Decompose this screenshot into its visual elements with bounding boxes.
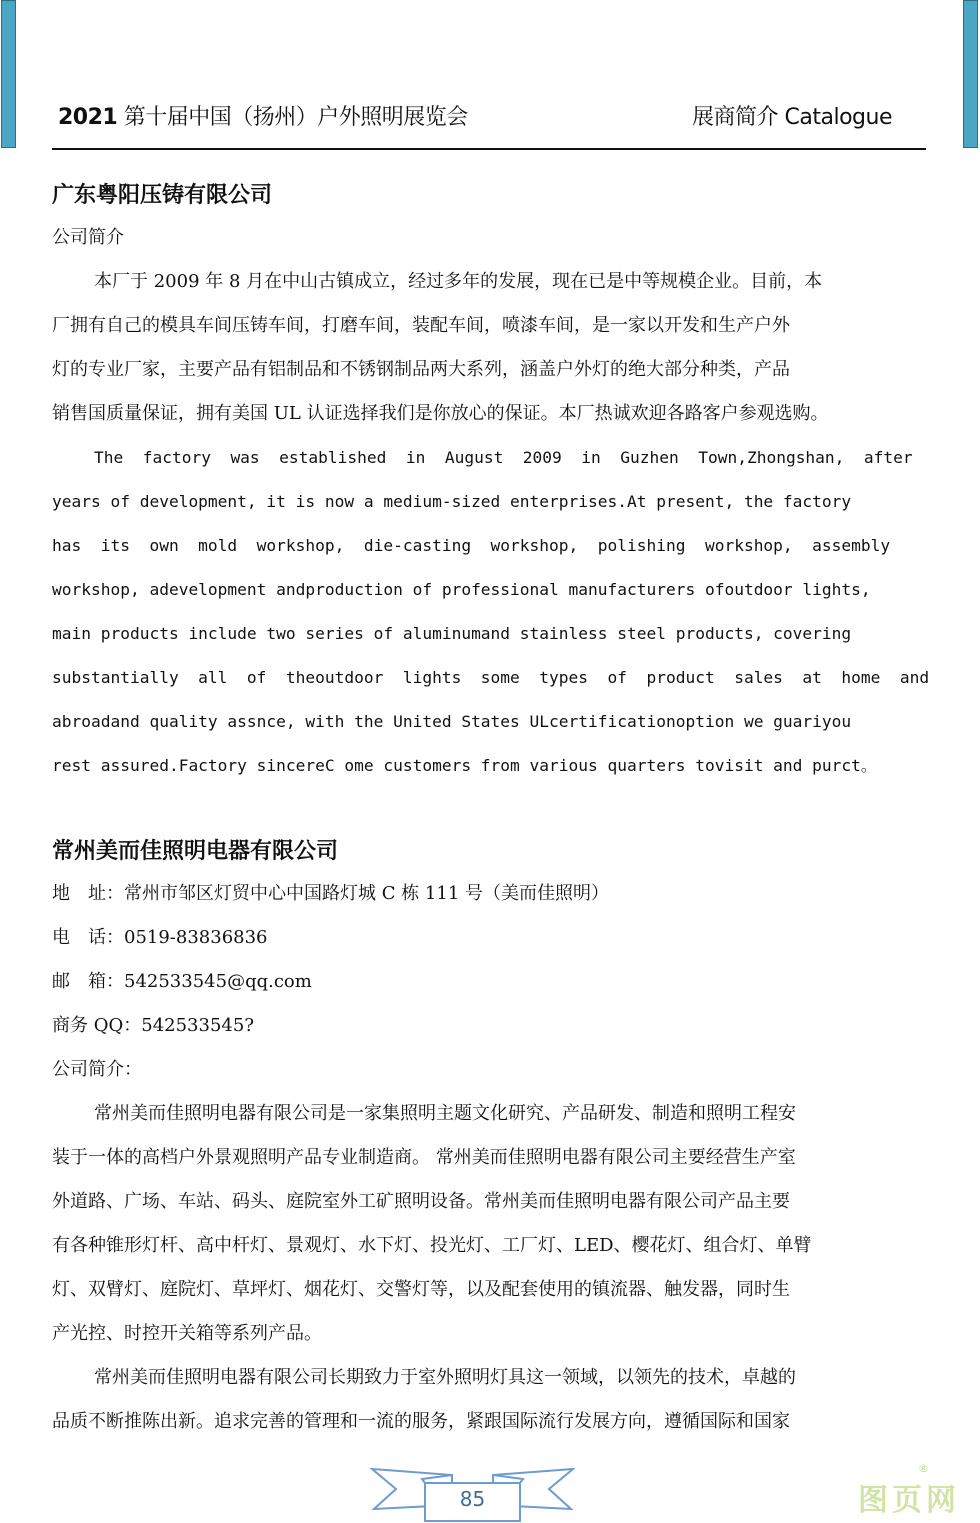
company-section-2	[52, 832, 928, 1444]
en-line: substantially all of theoutdoor lights some types of product sales at home and	[52, 668, 930, 687]
cn-line: 有各种锥形灯杆、高中杆灯、景观灯、水下灯、投光灯、工厂灯、LED、樱花灯、组合灯、单臂	[52, 1235, 812, 1256]
company-title: 广东粤阳压铸有限公司	[52, 183, 273, 208]
en-line: The factory was established in August 2009 in Guzhen Town,Zhongshan, after	[94, 448, 913, 467]
header-year: 2021	[58, 105, 118, 130]
contact-value: 542533545@qq.com	[124, 971, 312, 992]
contact-label: 地 址：	[52, 883, 124, 904]
en-line: years of development, it is now a medium-sized enterprises.At present, the factory	[52, 492, 852, 511]
cn-line: 常州美而佳照明电器有限公司是一家集照明主题文化研究、产品研发、制造和照明工程安	[94, 1103, 796, 1124]
watermark-logo: 图页网	[858, 1483, 960, 1518]
page-header	[58, 96, 926, 136]
contact-address	[52, 872, 928, 916]
en-line: main products include two series of aluminumand stainless steel products, covering	[52, 624, 852, 643]
cn-line: 装于一体的高档户外景观照明产品专业制造商。 常州美而佳照明电器有限公司主要经营生产室	[52, 1147, 796, 1168]
contact-phone	[52, 916, 928, 960]
registered-mark-icon: ®	[918, 1462, 929, 1475]
en-line: rest assured.Factory sincereC ome customers from various quarters tovisit and purct。	[52, 756, 878, 775]
contact-value: 0519-83836836	[124, 927, 268, 948]
cn-line: 本厂于 2009 年 8 月在中山古镇成立，经过多年的发展，现在已是中等规模企业。目前，本	[94, 271, 823, 292]
contact-label: 电 话：	[52, 927, 124, 948]
contact-value: 常州市邹区灯贸中心中国路灯城 C 栋 111 号（美而佳照明）	[124, 883, 610, 904]
en-description	[52, 436, 928, 788]
cn-line: 灯、双臂灯、庭院灯、草坪灯、烟花灯、交警灯等，以及配套使用的镇流器、触发器，同时生	[52, 1279, 790, 1300]
cn-line: 销售国质量保证，拥有美国 UL 认证选择我们是你放心的保证。本厂热诚欢迎各路客户参观选购。	[52, 403, 829, 424]
contact-qq	[52, 1004, 928, 1048]
company-title: 常州美而佳照明电器有限公司	[52, 839, 339, 864]
left-decorative-bar	[1, 0, 16, 148]
cn-line: 常州美而佳照明电器有限公司长期致力于室外照明灯具这一领域，以领先的技术，卓越的	[94, 1367, 796, 1388]
cn-line: 品质不断推陈出新。追求完善的管理和一流的服务，紧跟国际流行发展方向，遵循国际和国家	[52, 1411, 790, 1432]
cn-line: 外道路、广场、车站、码头、庭院室外工矿照明设备。常州美而佳照明电器有限公司产品主要	[52, 1191, 790, 1212]
catalogue-label: 展商简介 Catalogue	[692, 105, 892, 130]
header-title-text: 第十届中国（扬州）户外照明展览会	[123, 105, 468, 130]
contact-list	[52, 872, 928, 1048]
contact-value: 542533545?	[141, 1015, 254, 1036]
contact-label: 商务 QQ：	[52, 1015, 142, 1036]
cn-description-2	[52, 1356, 928, 1444]
intro-label: 公司简介：	[52, 1059, 142, 1080]
right-decorative-bar	[963, 0, 978, 148]
cn-description-1	[52, 1092, 928, 1356]
header-divider	[52, 148, 926, 150]
contact-label: 邮 箱：	[52, 971, 124, 992]
page-footer	[370, 1467, 575, 1523]
exhibition-title	[58, 100, 468, 131]
cn-description	[52, 260, 928, 436]
en-line: has its own mold workshop, die-casting workshop, polishing workshop, assembly	[52, 536, 891, 555]
en-line: workshop, adevelopment andproduction of professional manufacturers ofoutdoor lights,	[52, 580, 871, 599]
page-number: 85	[459, 1487, 486, 1511]
cn-line: 厂拥有自己的模具车间压铸车间，打磨车间，装配车间，喷漆车间，是一家以开发和生产户外	[52, 315, 790, 336]
intro-label: 公司简介	[52, 227, 124, 248]
en-line: abroadand quality assnce, with the United States ULcertificationoption we guariyou	[52, 712, 852, 731]
cn-line: 灯的专业厂家，主要产品有铝制品和不锈钢制品两大系列，涵盖户外灯的绝大部分种类，产品	[52, 359, 790, 380]
cn-line: 产光控、时控开关箱等系列产品。	[52, 1323, 322, 1344]
company-section-1	[52, 176, 928, 788]
contact-email	[52, 960, 928, 1004]
